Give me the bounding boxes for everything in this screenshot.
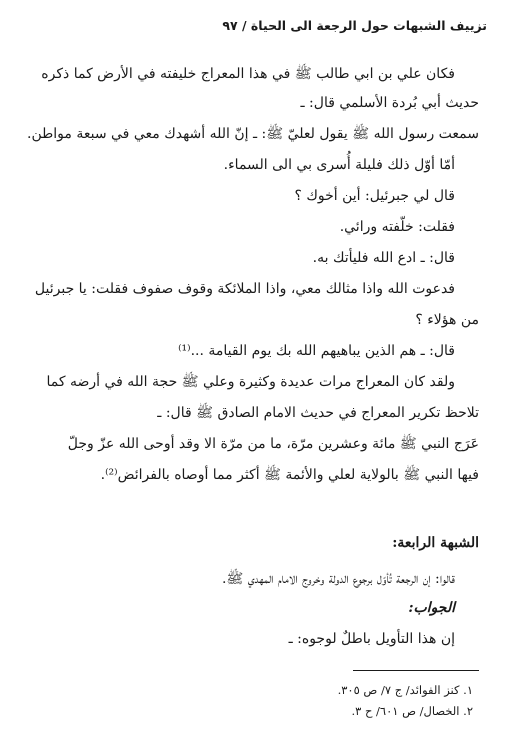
body-line: فقلت: خلّفته ورائي.	[339, 219, 455, 235]
answer-line: إن هذا التأويل باطلٌ لوجوه: ـ	[288, 631, 455, 647]
body-line: فيها النبي ﷺ بالولاية لعلي والأئمة ﷺ أكثر مما أوصاه بالفرائض⁽²⁾.	[100, 467, 479, 483]
body-line: قال لي جبرئيل: أين أخوك ؟	[294, 188, 455, 204]
running-header: تزييف الشبهات حول الرجعة الى الحياة / ٩٧	[222, 18, 487, 33]
footnote-divider	[353, 670, 479, 671]
body-line: عَرَج النبي ﷺ مائة وعشرين مرّة، ما من مرّة الا وقد أوحى الله عزّ وجلّ	[67, 436, 479, 452]
body-line: حديث أبي بُردة الأسلمي قال: ـ	[300, 95, 479, 111]
body-line: تلاحظ تكرير المعراج في حديث الامام الصادق ﷺ قال: ـ	[157, 405, 479, 421]
answer-heading: الجواب:	[408, 600, 455, 616]
body-line: فكان علي بن ابي طالب ﷺ في هذا المعراج خليفته في الأرض كما ذكره	[41, 66, 455, 82]
footnote: ١. كنز الفوائد/ ج ٧/ ص ٣٠٥.	[337, 683, 473, 697]
body-line: فدعوت الله واذا مثالك معي، واذا الملائكة وقوف صفوف فقلت: يا جبرئيل	[34, 281, 455, 297]
body-line: قال: ـ هم الذين يباهيهم الله بك يوم القيامة ...⁽¹⁾	[178, 343, 455, 359]
footnote: ٢. الخصال/ ص ٦٠١/ ح ٣.	[351, 704, 473, 718]
section-heading: الشبهة الرابعة:	[392, 535, 479, 551]
body-line: أمّا أوّل ذلك فليلة أُسرى بي الى السماء.	[223, 157, 455, 173]
body-line: قال: ـ ادع الله فليأتك به.	[312, 250, 455, 266]
claim-line: قالوا: إن الرجعة تُأوّل برجوع الدولة وخروج الامام المهدي ﷺ.	[221, 571, 455, 587]
body-line: ولقد كان المعراج مرات عديدة وكثيرة وعلي ﷺ حجة الله في أرضه كما	[46, 374, 455, 390]
body-line: سمعت رسول الله ﷺ يقول لعليّ ﷺ: ـ إنّ الله أشهدك معي في سبعة مواطن.	[27, 126, 479, 142]
body-line: من هؤلاء ؟	[415, 312, 479, 328]
